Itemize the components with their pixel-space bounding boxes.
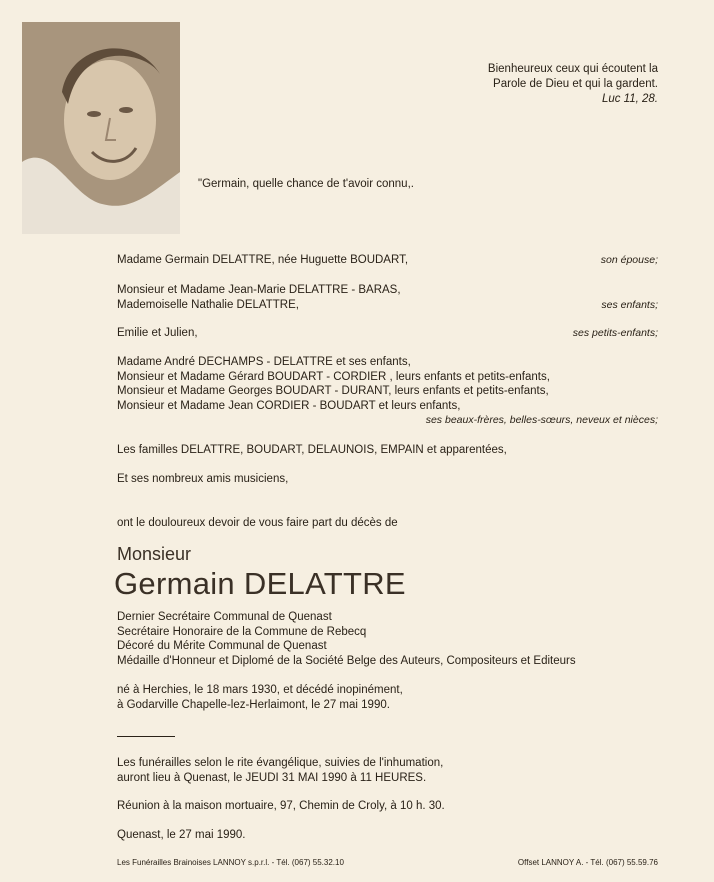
funeral-line: Les funérailles selon le rite évangélique, suivies de l'inhumation,: [117, 757, 444, 769]
families-line: Les familles DELATTRE, BOUDART, DELAUNOIS, EMPAIN et apparentées,: [117, 444, 507, 456]
title-line: Secrétaire Honoraire de la Commune de Rebecq: [117, 625, 367, 638]
scripture-verse: [488, 62, 658, 107]
family-group-children: [117, 283, 658, 312]
family-role: ses enfants;: [601, 298, 658, 311]
deceased-name: Germain DELATTRE: [114, 566, 406, 601]
portrait-photo: [22, 22, 180, 234]
titles-list: [117, 610, 658, 668]
family-line: Emilie et Julien,: [117, 327, 198, 339]
scripture-line: Bienheureux ceux qui écoutent la: [487, 63, 658, 75]
life-line: né à Herchies, le 18 mars 1930, et décédé inopinément,: [117, 684, 403, 696]
scripture-reference: Luc 11, 28.: [601, 93, 658, 105]
family-line: Monsieur et Madame Gérard BOUDART - CORDIER , leurs enfants et petits-enfants,: [117, 370, 550, 383]
footer-funeral-home: Les Funérailles Brainoises LANNOY s.p.r.l. - Tél. (067) 55.32.10: [117, 858, 344, 867]
scripture-line: Parole de Dieu et qui la gardent.: [493, 78, 658, 90]
footer-printer: Offset LANNOY A. - Tél. (067) 55.59.76: [517, 858, 658, 867]
family-group-grandchildren: [117, 326, 658, 341]
funeral-line: auront lieu à Quenast, le JEUDI 31 MAI 1990 à 11 HEURES.: [117, 771, 427, 784]
honorific: Monsieur: [117, 544, 192, 564]
funeral-details: [117, 756, 658, 785]
life-line: à Godarville Chapelle-lez-Herlaimont, le 27 mai 1990.: [117, 698, 390, 711]
life-dates: [117, 683, 658, 712]
portrait-image: [22, 22, 180, 234]
title-line: Médaille d'Honneur et Diplomé de la Société Belge des Auteurs, Compositeurs et Editeurs: [117, 654, 576, 667]
gathering-line: Réunion à la maison mortuaire, 97, Chemin de Croly, à 10 h. 30.: [117, 800, 445, 812]
family-line: Monsieur et Madame Jean CORDIER - BOUDART et leurs enfants,: [117, 399, 461, 412]
family-group-in-laws: [117, 355, 658, 428]
place-date: Quenast, le 27 mai 1990.: [117, 829, 246, 841]
friends-line: Et ses nombreux amis musiciens,: [117, 473, 289, 485]
family-role: son épouse;: [600, 254, 658, 266]
family-group-spouse: [117, 253, 658, 268]
family-line: Madame Germain DELATTRE, née Huguette BOUDART,: [117, 254, 409, 266]
family-role: ses petits-enfants;: [572, 327, 658, 339]
family-role: ses beaux-frères, belles-sœurs, neveux et nièces;: [425, 414, 658, 426]
title-line: Dernier Secrétaire Communal de Quenast: [117, 611, 332, 623]
family-line: Mademoiselle Nathalie DELATTRE,: [117, 298, 299, 311]
memorial-quote: "Germain, quelle chance de t'avoir connu,.: [198, 178, 414, 190]
family-line: Monsieur et Madame Jean-Marie DELATTRE - BARAS,: [117, 284, 401, 296]
title-line: Décoré du Mérite Communal de Quenast: [117, 640, 327, 652]
announcement-line: ont le douloureux devoir de vous faire part du décès de: [117, 517, 398, 529]
divider: [117, 736, 175, 737]
family-line: Monsieur et Madame Georges BOUDART - DURANT, leurs enfants et petits-enfants,: [117, 385, 549, 397]
family-line: Madame André DECHAMPS - DELATTRE et ses enfants,: [117, 356, 411, 368]
